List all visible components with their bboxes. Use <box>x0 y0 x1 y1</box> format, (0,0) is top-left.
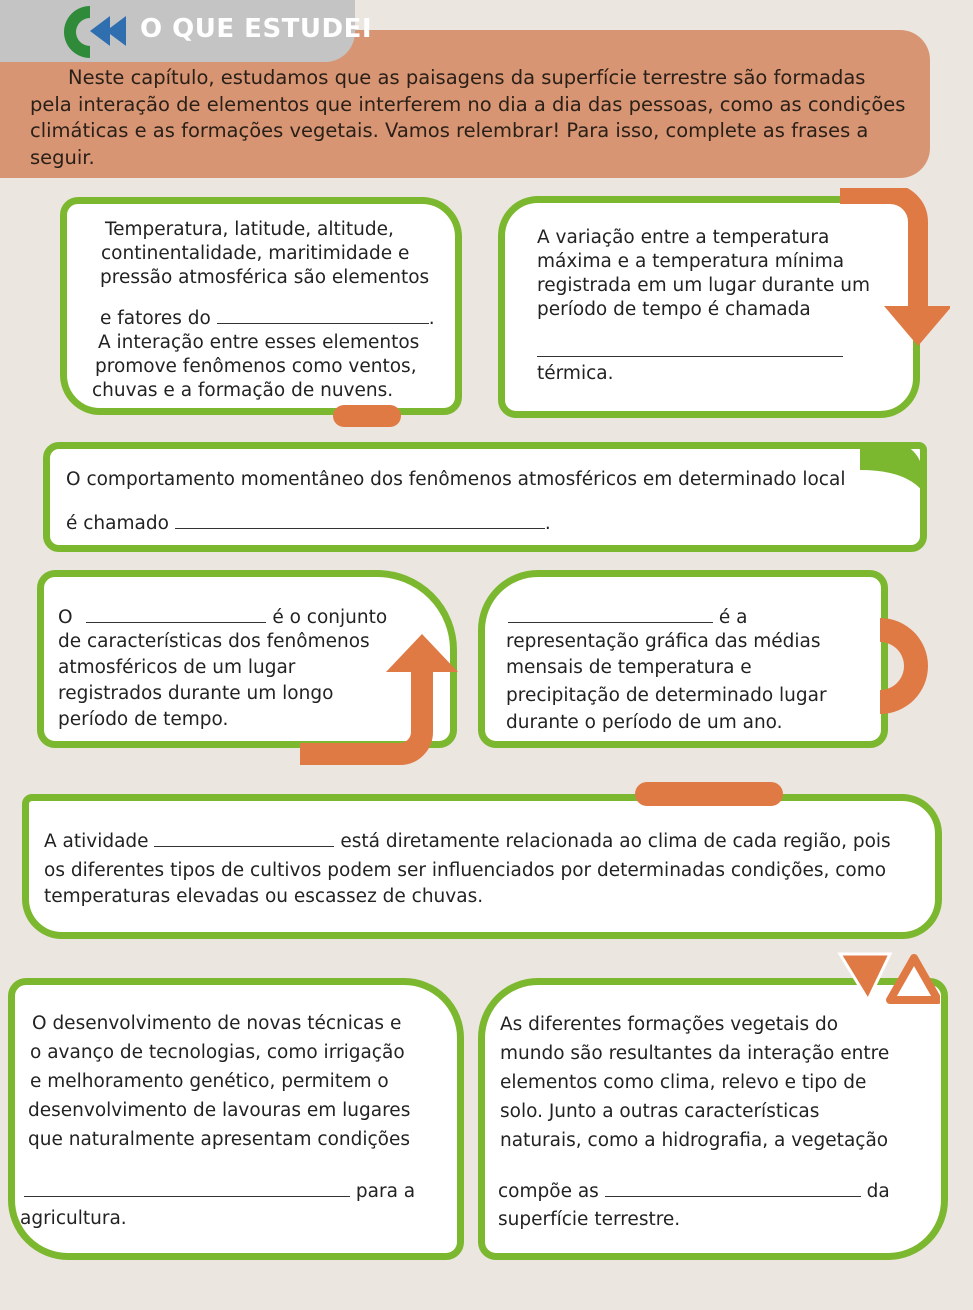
card4-line1 <box>58 604 387 631</box>
card3-line1: O comportamento momentâneo dos fenômenos atmosféricos em determinado local <box>66 469 846 490</box>
card5-line1 <box>508 604 748 631</box>
card6-line1-start: A atividade <box>44 831 149 852</box>
card6-line1-end: está diretamente relacionada ao clima de cada região, pois <box>340 831 891 852</box>
card8-line6-end: da <box>866 1181 890 1202</box>
blank-weather[interactable] <box>175 510 545 529</box>
blank-agriculture[interactable] <box>154 828 334 847</box>
card4-line4: registrados durante um longo <box>58 683 334 704</box>
card5-line2: representação gráfica das médias <box>506 631 821 652</box>
card2-line2: máxima e a temperatura mínima <box>537 251 845 272</box>
card5-line4: precipitação de determinado lugar <box>506 685 827 706</box>
triangles-decoration-icon <box>830 950 940 1010</box>
section-logo-icon <box>40 2 130 60</box>
card8-line7: superfície terrestre. <box>498 1209 681 1230</box>
blank-thermal-amplitude[interactable] <box>537 338 843 357</box>
card2-line1: A variação entre a temperatura <box>537 227 830 248</box>
orange-arrow-down-icon <box>840 188 950 348</box>
intro-paragraph <box>30 65 910 171</box>
card7-line4: desenvolvimento de lavouras em lugares <box>28 1100 411 1121</box>
card2-line4: período de tempo é chamada <box>537 299 811 320</box>
card1-line4-start: e fatores do <box>100 308 211 329</box>
card1-line4-end: . <box>428 308 435 329</box>
card8-line5: naturais, como a hidrografia, a vegetação <box>500 1130 889 1151</box>
card8-line6-start: compõe as <box>498 1181 599 1202</box>
card4-line1-start: O <box>58 607 73 628</box>
blank-climograph[interactable] <box>508 604 713 623</box>
card4-line3: atmosféricos de um lugar <box>58 657 296 678</box>
card8-line1: As diferentes formações vegetais do <box>500 1014 839 1035</box>
intro-text: Neste capítulo, estudamos que as paisagens da superfície terrestre são formadas pela interação de elementos que interferem no dia a dia das pessoas, como as condições climáticas e as formações vegetais. Vamos relembrar! Para isso, complete as frases a seguir. <box>30 66 906 169</box>
page-title: O QUE ESTUDEI <box>140 14 373 44</box>
orange-half-circle-decoration <box>880 618 936 714</box>
card3-line2 <box>66 510 551 537</box>
card7-line1: O desenvolvimento de novas técnicas e <box>32 1013 402 1034</box>
blank-climate-factors[interactable] <box>217 305 429 324</box>
card8-line4: solo. Junto a outras características <box>500 1101 820 1122</box>
card6-line3: temperaturas elevadas ou escassez de chuvas. <box>44 886 484 907</box>
card4-line1-end: é o conjunto <box>272 607 388 628</box>
card1-line6: promove fenômenos como ventos, <box>95 356 417 377</box>
card8-line3: elementos como clima, relevo e tipo de <box>500 1072 867 1093</box>
card5-line1-end: é a <box>718 607 748 628</box>
card5-line3: mensais de temperatura e <box>506 657 752 678</box>
card6-line1 <box>44 828 891 855</box>
card7-line3: e melhoramento genético, permitem o <box>30 1071 389 1092</box>
card1-line3: pressão atmosférica são elementos <box>100 267 430 288</box>
card8-line6 <box>498 1178 890 1205</box>
card2-line3: registrada em um lugar durante um <box>537 275 870 296</box>
card3-line2-start: é chamado <box>66 513 169 534</box>
card1-line5: A interação entre esses elementos <box>98 332 420 353</box>
card1-line2: continentalidade, maritimidade e <box>101 243 410 264</box>
orange-tab-decoration <box>333 405 401 427</box>
card2-line5: térmica. <box>537 363 614 384</box>
card3-line2-end: . <box>544 513 551 534</box>
card1-line7: chuvas e a formação de nuvens. <box>92 380 394 401</box>
card4-line2: de características dos fenômenos <box>58 631 370 652</box>
card7-line2: o avanço de tecnologias, como irrigação <box>30 1042 405 1063</box>
card8-line2: mundo são resultantes da interação entre <box>500 1043 890 1064</box>
blank-climate[interactable] <box>86 604 266 623</box>
card6-line2: os diferentes tipos de cultivos podem ser influenciados por determinadas condições, como <box>44 860 887 881</box>
card7-line7: agricultura. <box>20 1208 127 1229</box>
card7-line6 <box>24 1178 415 1205</box>
green-corner-decoration <box>860 440 930 500</box>
card1-line4 <box>100 305 435 332</box>
card1-line1: Temperatura, latitude, altitude, <box>105 219 394 240</box>
orange-tab-decoration-2 <box>635 782 783 806</box>
card4-line5: período de tempo. <box>58 709 229 730</box>
blank-technology[interactable] <box>24 1178 350 1197</box>
card7-line5: que naturalmente apresentam condições <box>28 1129 411 1150</box>
card5-line5: durante o período de um ano. <box>506 712 783 733</box>
card7-line6-end: para a <box>355 1181 416 1202</box>
blank-landscapes[interactable] <box>605 1178 861 1197</box>
